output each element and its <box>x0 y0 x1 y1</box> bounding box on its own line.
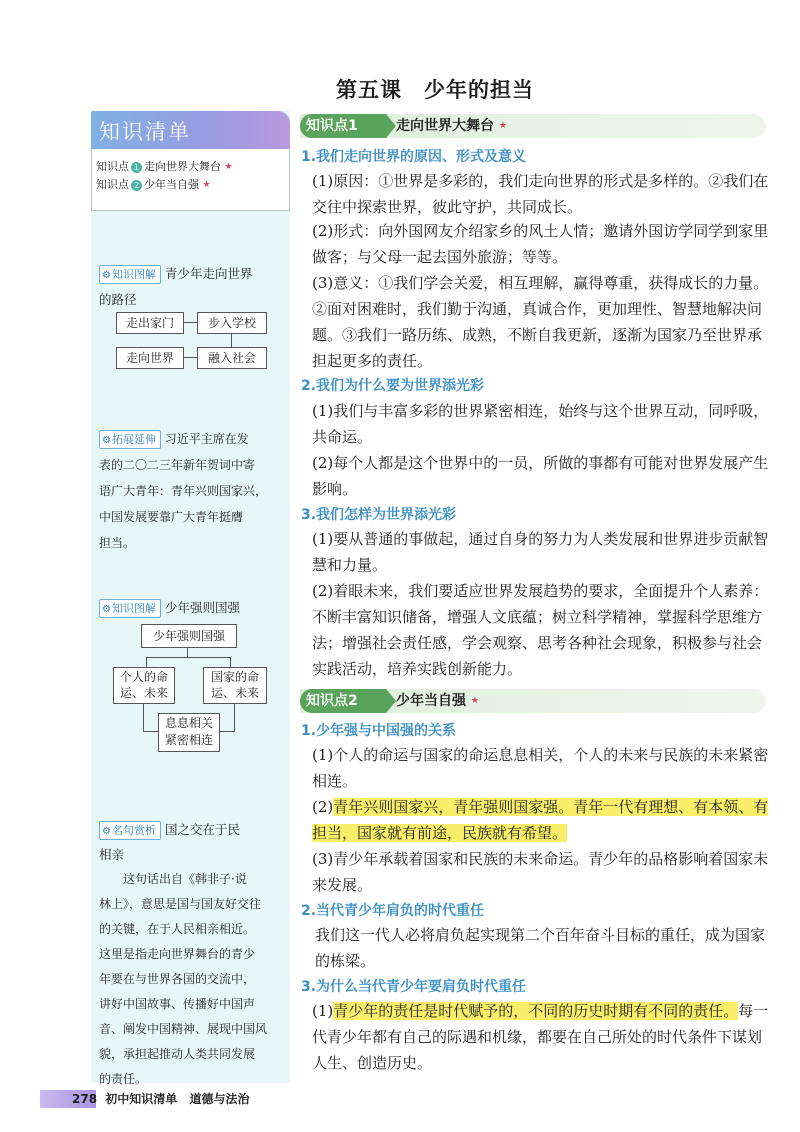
knowledge-diagram-1 <box>99 261 283 313</box>
page-title: 第五课 少年的担当 <box>336 78 534 102</box>
wheel-icon: ⚙ <box>102 604 111 615</box>
connector-line <box>219 731 235 732</box>
diagram-box: 少年强则国强 <box>141 624 237 648</box>
sidebar <box>91 111 290 1086</box>
diagram-box: 走向世界 <box>116 347 184 369</box>
quote-text: 林上》，意思是国与国友好交往 <box>99 897 262 911</box>
extension-text: 语广大青年：青年兴则国家兴， <box>99 484 268 498</box>
diagram-box: 个人的命 运、未来 <box>113 667 175 704</box>
diagram-box: 走出家门 <box>116 312 184 334</box>
star-icon: ★ <box>470 696 479 706</box>
star-icon: ★ <box>224 162 233 172</box>
paragraph: (1)我们与丰富多彩的世界紧密相连，始终与这个世界互动，同呼吸，共命运。 <box>312 402 769 446</box>
paragraph: (3)意义：①我们学会关爱，相互理解，赢得尊重，获得成长的力量。②面对困难时，我们勤于沟通，真诚合作，更加理性、智慧地解决问题。③我们一路历练、成熟，不断自我更新，逐渐为国家乃至世界承担起更多的责任。 <box>312 274 769 370</box>
quote-text: 的责任。 <box>99 1072 148 1086</box>
sidebar-header <box>91 111 290 149</box>
connector-line <box>231 333 232 347</box>
connector-line <box>143 731 158 732</box>
quote-text: 讲好中国故事、传播好中国声 <box>99 997 256 1011</box>
sidebar-toc <box>91 149 290 211</box>
book-title: 初中知识清单 <box>105 1092 178 1106</box>
number-badge-icon: 2 <box>131 180 142 191</box>
paragraph: (2)每个人都是这个世界中的一员，所做的事都有可能对世界发展产生影响。 <box>312 454 769 498</box>
paragraph: (2)着眼未来，我们要适应世界发展趋势的要求，全面提升个人素养：不断丰富知识储备，增强人文底蕴；树立科学精神，掌握科学思维方法；增强社会责任感，学会观察、思考各种社会现象，积极参与社会实践活动，培养实践创新能力。 <box>312 582 769 678</box>
footer <box>72 1090 249 1108</box>
quote-heading-cont: 相亲 <box>99 847 125 862</box>
knowledge-diagram-2 <box>99 595 283 621</box>
connector-line <box>230 657 231 667</box>
connector-line <box>187 647 188 657</box>
toc-prefix: 知识点 <box>96 178 129 191</box>
knowledge-point-title: 走向世界大舞台 ★ <box>396 118 507 134</box>
section-title: 3.为什么当代青少年要肩负时代重任 <box>301 979 527 995</box>
wheel-icon: ⚙ <box>102 435 111 446</box>
connector-line <box>183 322 197 323</box>
page-number: 278 <box>72 1092 98 1106</box>
knowledge-point-title: 少年当自强 ★ <box>396 693 479 709</box>
connector-line <box>234 703 235 731</box>
diagram-box: 融入社会 <box>197 347 267 369</box>
knowledge-point-label: 知识点1 <box>300 114 386 138</box>
highlight: 青年兴则国家兴，青年强则国家强。青年一代有理想、有本领、有担当，国家就有前途，民族就有希望。 <box>312 798 769 842</box>
diagram-box: 步入学校 <box>197 312 267 334</box>
wheel-icon: ⚙ <box>102 270 111 281</box>
quote-text: 这里是指走向世界舞台的青少 <box>99 947 256 961</box>
toc-item-2[interactable] <box>96 177 211 193</box>
section-title: 2.我们为什么要为世界添光彩 <box>301 378 485 394</box>
quote-text: 音、阐发中国精神、展现中国风 <box>99 1022 268 1036</box>
extension-text: 中国发展要靠广大青年挺膺 <box>99 510 244 524</box>
quote-heading: 国之交在于民 <box>164 822 240 837</box>
quote-block <box>99 817 283 1092</box>
extension-text: 习近平主席在发 <box>164 432 249 446</box>
quote-text: 貌，承担起推动人类共同发展 <box>99 1047 256 1061</box>
extension-block <box>99 426 283 556</box>
section-title: 2.当代青少年肩负的时代重任 <box>301 903 485 919</box>
paragraph: (1)原因：①世界是多彩的，我们走向世界的形式是多样的。②我们在交往中探索世界，彼此守护，共同成长。 <box>312 172 769 216</box>
sidebar-header-title: 知识清单 <box>99 120 191 144</box>
paragraph: (3)青少年承载着国家和民族的未来命运。青少年的品格影响着国家未来发展。 <box>312 850 769 894</box>
knowledge-diagram-tag: ⚙知识图解 <box>99 265 161 284</box>
quote-text: 年要在与世界各国的交流中， <box>99 972 256 986</box>
section-title: 1.少年强与中国强的关系 <box>301 723 457 739</box>
quote-tag: ⚙名句赏析 <box>99 821 161 840</box>
knowledge-diagram-tag: ⚙知识图解 <box>99 599 161 618</box>
paragraph-highlighted: (2)青年兴则国家兴，青年强则国家强。青年一代有理想、有本领、有担当，国家就有前途，民族就有希望。 <box>312 798 769 842</box>
paragraph-highlighted: (1)青少年的责任是时代赋予的，不同的历史时期有不同的责任。每一代青少年都有自己的际遇和机缘，都要在自己所处的时代条件下谋划人生、创造历史。 <box>312 1002 769 1072</box>
toc-label: 少年当自强 <box>144 178 199 191</box>
extension-text: 担当。 <box>99 536 136 550</box>
diagram-heading: 青少年走向世界 <box>164 266 253 281</box>
star-icon: ★ <box>202 180 211 190</box>
diagram-heading-cont: 的路径 <box>99 292 137 307</box>
connector-line <box>146 657 147 667</box>
diagram-heading: 少年强则国强 <box>164 600 240 615</box>
quote-text: 的关键，在于人民相亲相近。 <box>99 922 256 936</box>
highlight: 青少年的责任是时代赋予的，不同的历史时期有不同的责任。 <box>333 1002 739 1020</box>
toc-prefix: 知识点 <box>96 160 129 173</box>
quote-text: 这句话出自《韩非子·说 <box>123 872 247 886</box>
wheel-icon: ⚙ <box>102 826 111 837</box>
paragraph: (2)形式：向外国网友介绍家乡的风土人情；邀请外国访学同学到家里做客；与父母一起去国外旅游；等等。 <box>312 222 769 266</box>
knowledge-point-2-bar <box>300 689 766 713</box>
paragraph: (1)个人的命运与国家的命运息息相关，个人的未来与民族的未来紧密相连。 <box>312 746 769 790</box>
toc-label: 走向世界大舞台 <box>144 160 221 173</box>
connector-line <box>143 703 144 731</box>
paragraph: 我们这一代人必将肩负起实现第二个百年奋斗目标的重任，成为国家的栋梁。 <box>315 926 766 970</box>
toc-item-1[interactable] <box>96 159 233 175</box>
connector-line <box>146 657 230 658</box>
diagram-box: 国家的命 运、未来 <box>203 667 267 704</box>
number-badge-icon: 1 <box>131 162 142 173</box>
paragraph: (1)要从普通的事做起，通过自身的努力为人类发展和世界进步贡献智慧和力量。 <box>312 530 769 574</box>
knowledge-point-1-bar <box>300 114 766 138</box>
extension-text: 表的二〇二三年新年贺词中寄 <box>99 458 256 472</box>
section-title: 1.我们走向世界的原因、形式及意义 <box>301 149 527 165</box>
knowledge-point-label: 知识点2 <box>300 689 386 713</box>
connector-line <box>183 357 197 358</box>
star-icon: ★ <box>498 121 507 131</box>
extension-tag: ⚙拓展延伸 <box>99 430 161 449</box>
diagram-box: 息息相关 紧密相连 <box>158 713 220 752</box>
section-title: 3.我们怎样为世界添光彩 <box>301 507 457 523</box>
subject-name: 道德与法治 <box>189 1092 250 1106</box>
